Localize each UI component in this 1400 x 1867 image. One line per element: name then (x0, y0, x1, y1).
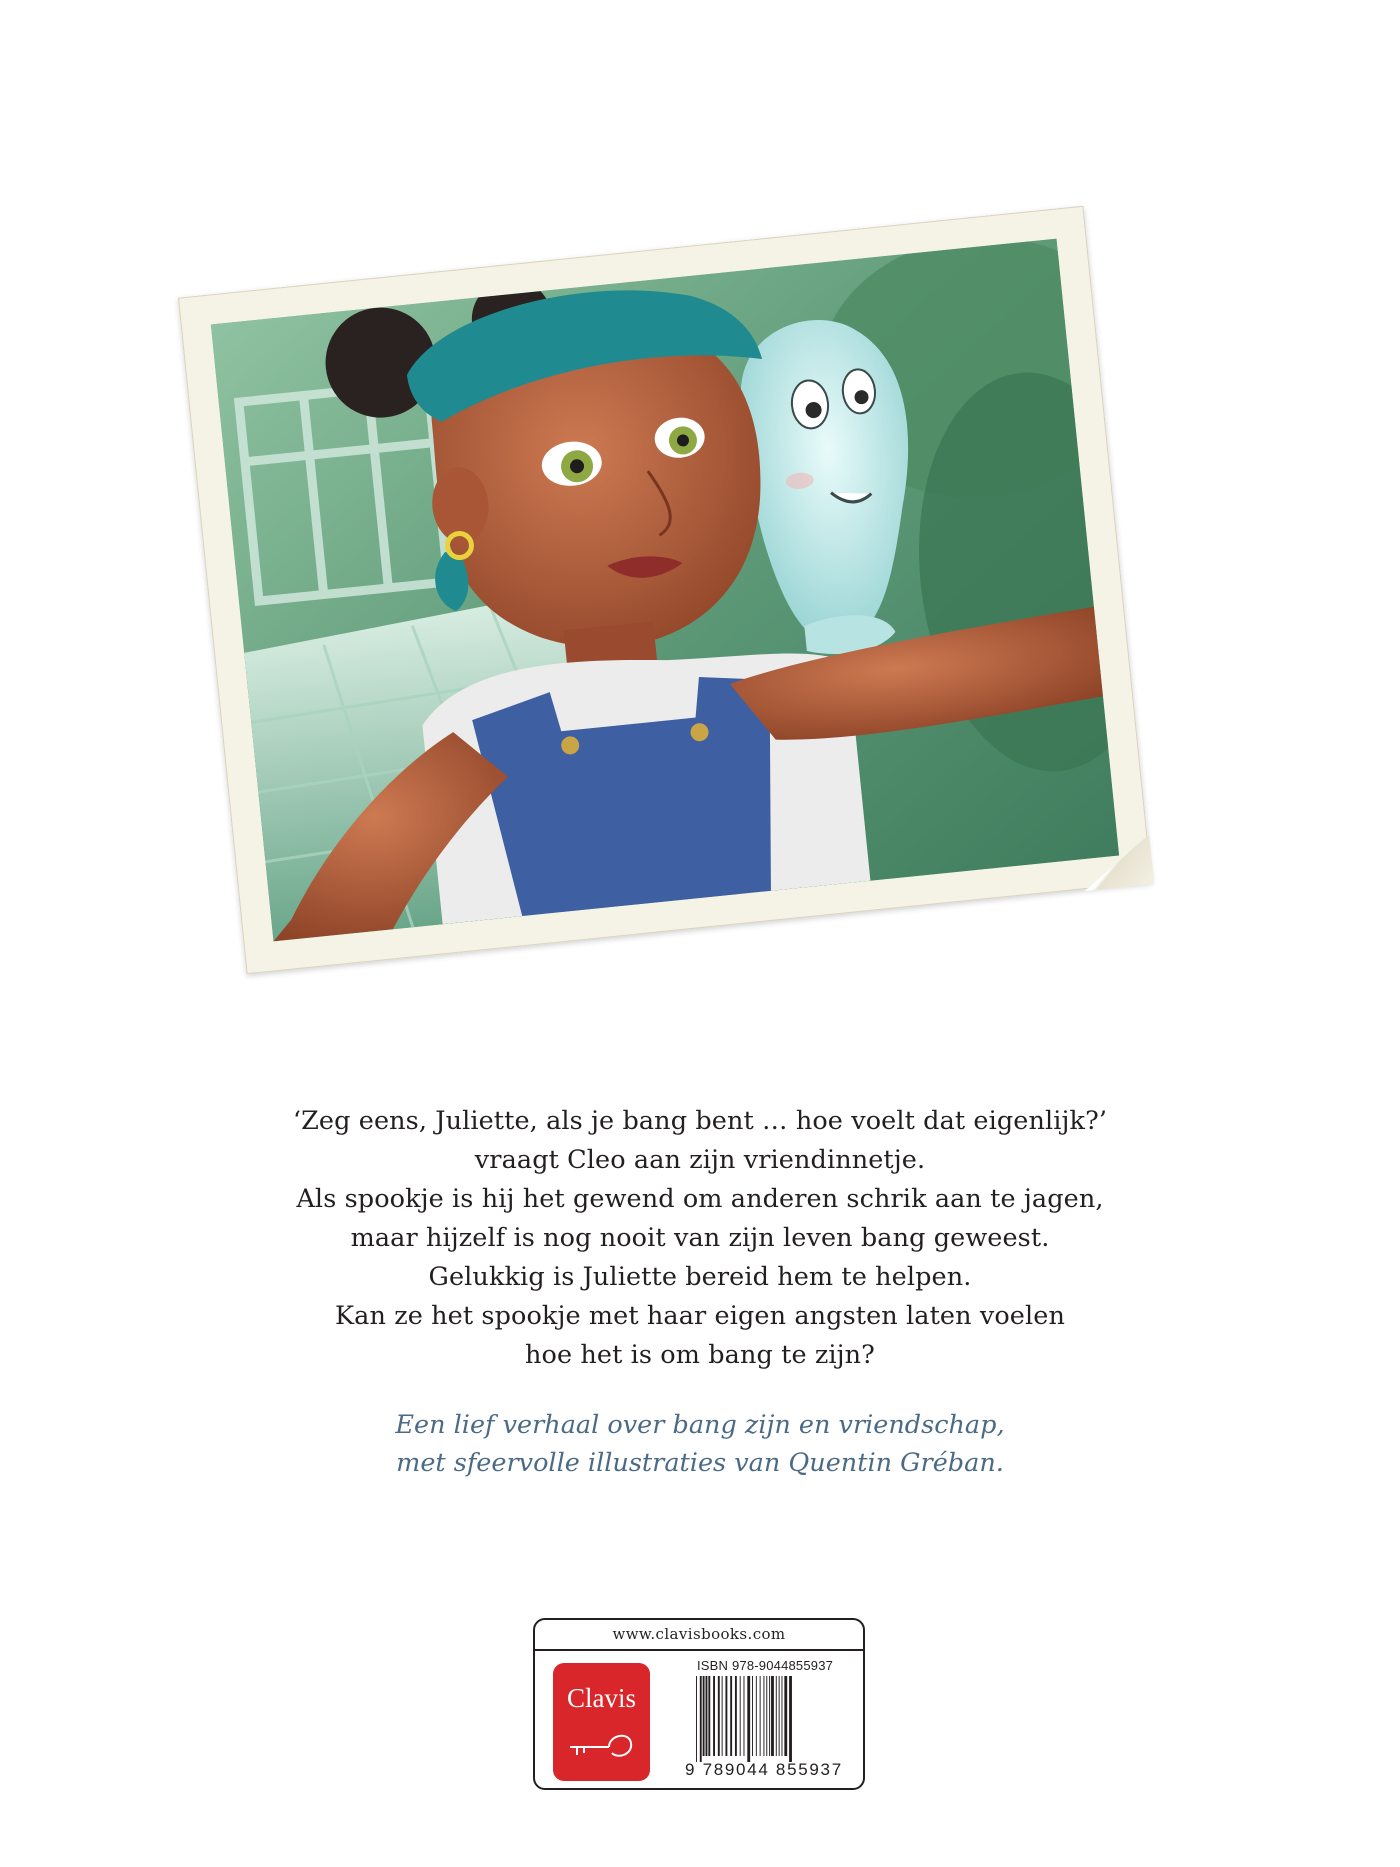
divider (535, 1649, 863, 1651)
cover-illustration (211, 239, 1119, 942)
polaroid-photo (178, 206, 1152, 974)
barcode-bar (771, 1676, 774, 1756)
barcode-bar (756, 1676, 757, 1756)
barcode-bar (718, 1676, 720, 1756)
barcode-bar (722, 1676, 723, 1756)
tagline (200, 1406, 1200, 1482)
barcode-bar (725, 1676, 727, 1756)
barcode-bar (769, 1676, 770, 1756)
barcode-bar (763, 1676, 764, 1756)
barcode-bar (696, 1676, 697, 1762)
blurb-line: vraagt Cleo aan zijn vriendinnetje. (474, 1145, 926, 1175)
blurb-line: Kan ze het spookje met haar eigen angsten laten voelen (335, 1301, 1065, 1331)
barcode-bar (706, 1676, 708, 1756)
blurb-line: ‘Zeg eens, Juliette, als je bang bent … hoe voelt dat eigenlijk?’ (292, 1106, 1108, 1136)
barcode-bar (703, 1676, 705, 1756)
barcode-bar (789, 1676, 792, 1762)
isbn-label: ISBN 978-9044855937 (697, 1658, 834, 1673)
barcode-bar (730, 1676, 732, 1756)
barcode-bar (776, 1676, 777, 1756)
blurb-line: hoe het is om bang te zijn? (525, 1340, 875, 1370)
barcode-bar (760, 1676, 761, 1756)
barcode-bar (735, 1676, 737, 1756)
barcode-bar (782, 1676, 783, 1756)
blurb-line: Gelukkig is Juliette bereid hem te helpen. (428, 1262, 972, 1292)
blurb-line: maar hijzelf is nog nooit van zijn leven bang geweest. (350, 1223, 1050, 1253)
barcode-bar (713, 1676, 715, 1756)
barcode-bar (766, 1676, 767, 1756)
tagline-line: met sfeervolle illustraties van Quentin Gréban. (396, 1448, 1004, 1478)
blurb-line: Als spookje is hij het gewend om anderen schrik aan te jagen, (296, 1184, 1104, 1214)
barcode-digits: 9 789044 855937 (685, 1760, 843, 1779)
barcode-bar (744, 1676, 745, 1756)
barcode-bar (700, 1676, 702, 1762)
back-cover-blurb (200, 1102, 1200, 1375)
key-icon (567, 1725, 637, 1761)
barcode-bar (708, 1676, 710, 1756)
publisher-barcode-box (533, 1618, 865, 1790)
barcode (694, 1676, 852, 1762)
clavis-logo (553, 1663, 650, 1781)
tagline-line: Een lief verhaal over bang zijn en vriendschap, (395, 1410, 1005, 1440)
barcode-bar (779, 1676, 780, 1756)
barcode-bar (740, 1676, 741, 1756)
publisher-website: www.clavisbooks.com (612, 1625, 786, 1643)
barcode-bar (752, 1676, 753, 1756)
logo-text: Clavis (566, 1683, 636, 1713)
barcode-bar (784, 1676, 787, 1756)
barcode-bar (747, 1676, 750, 1762)
